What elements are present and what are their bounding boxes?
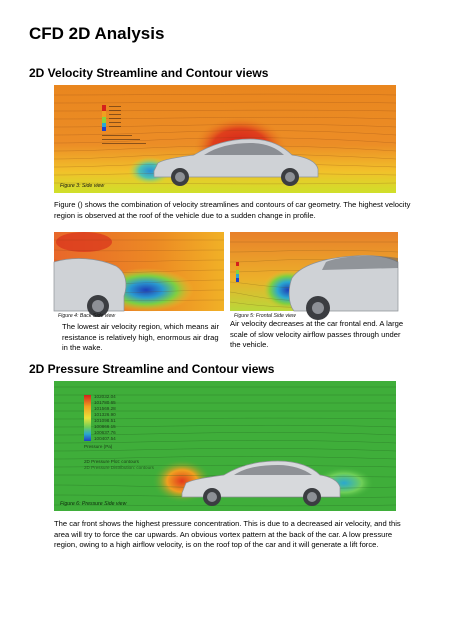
legend-value: 101098.51 xyxy=(94,418,116,423)
velocity-side-view-figure xyxy=(54,85,396,193)
frontal-legend-colorbar xyxy=(236,262,239,282)
legend-value: 102032.04 xyxy=(94,394,116,399)
section-heading-pressure: 2D Pressure Streamline and Contour views xyxy=(29,362,275,376)
legend-label: 2D Pressure Distribution: contours xyxy=(84,465,154,470)
figure-caption: Figure 3: Side view xyxy=(60,183,105,189)
frontal-side-view-figure xyxy=(230,232,398,319)
legend-value: 101326.90 xyxy=(94,412,116,417)
back-side-view-figure xyxy=(54,232,224,319)
velocity-side-view-image xyxy=(54,85,396,193)
pressure-legend-colorbar xyxy=(84,395,91,441)
legend-value: 101569.28 xyxy=(94,406,116,411)
legend-value: 100866.15 xyxy=(94,424,116,429)
velocity-side-paragraph: Figure () shows the combination of velocity streamlines and contours of car geometry. The highest velocity region is observed at the roof of the vehicle due to a sudden change in profile. xyxy=(54,200,411,220)
legend-value: 100407.54 xyxy=(94,436,116,441)
legend-label: 2D Pressure Plot: contours xyxy=(84,459,139,464)
legend-unit: Pressure (Pa) xyxy=(84,444,113,449)
page-title: CFD 2D Analysis xyxy=(29,24,165,43)
legend-value: 100637.76 xyxy=(94,430,116,435)
velocity-legend-colorbar xyxy=(102,105,106,131)
back-side-view-image xyxy=(54,232,224,311)
figure-caption: Figure 6: Pressure Side view xyxy=(60,501,127,507)
legend-value: 101780.65 xyxy=(94,400,116,405)
figure-caption: Figure 5: Frontal Side view xyxy=(234,313,296,319)
frontal-side-view-image xyxy=(230,232,398,311)
section-heading-velocity: 2D Velocity Streamline and Contour views xyxy=(29,66,269,80)
pressure-side-view-image xyxy=(54,381,396,511)
pressure-paragraph: The car front shows the highest pressure concentration. This is due to a decreased air velocity, and this area will try to force the car upwards. An obvious vortex pattern at the back of the car. A low pressure region, owing to a high airflow velocity, is on the roof top of the car and it will generate a lift force. xyxy=(54,519,401,549)
frontal-side-paragraph: Air velocity decreases at the car frontal end. A large scale of slow velocity airflow passes through under the vehicle. xyxy=(230,319,404,349)
pressure-side-view-figure xyxy=(54,381,396,511)
back-side-paragraph: The lowest air velocity region, which means air resistance is relatively high, enormous air drag in the wake. xyxy=(62,322,220,352)
figure-caption: Figure 4: Back Side view xyxy=(58,313,116,319)
